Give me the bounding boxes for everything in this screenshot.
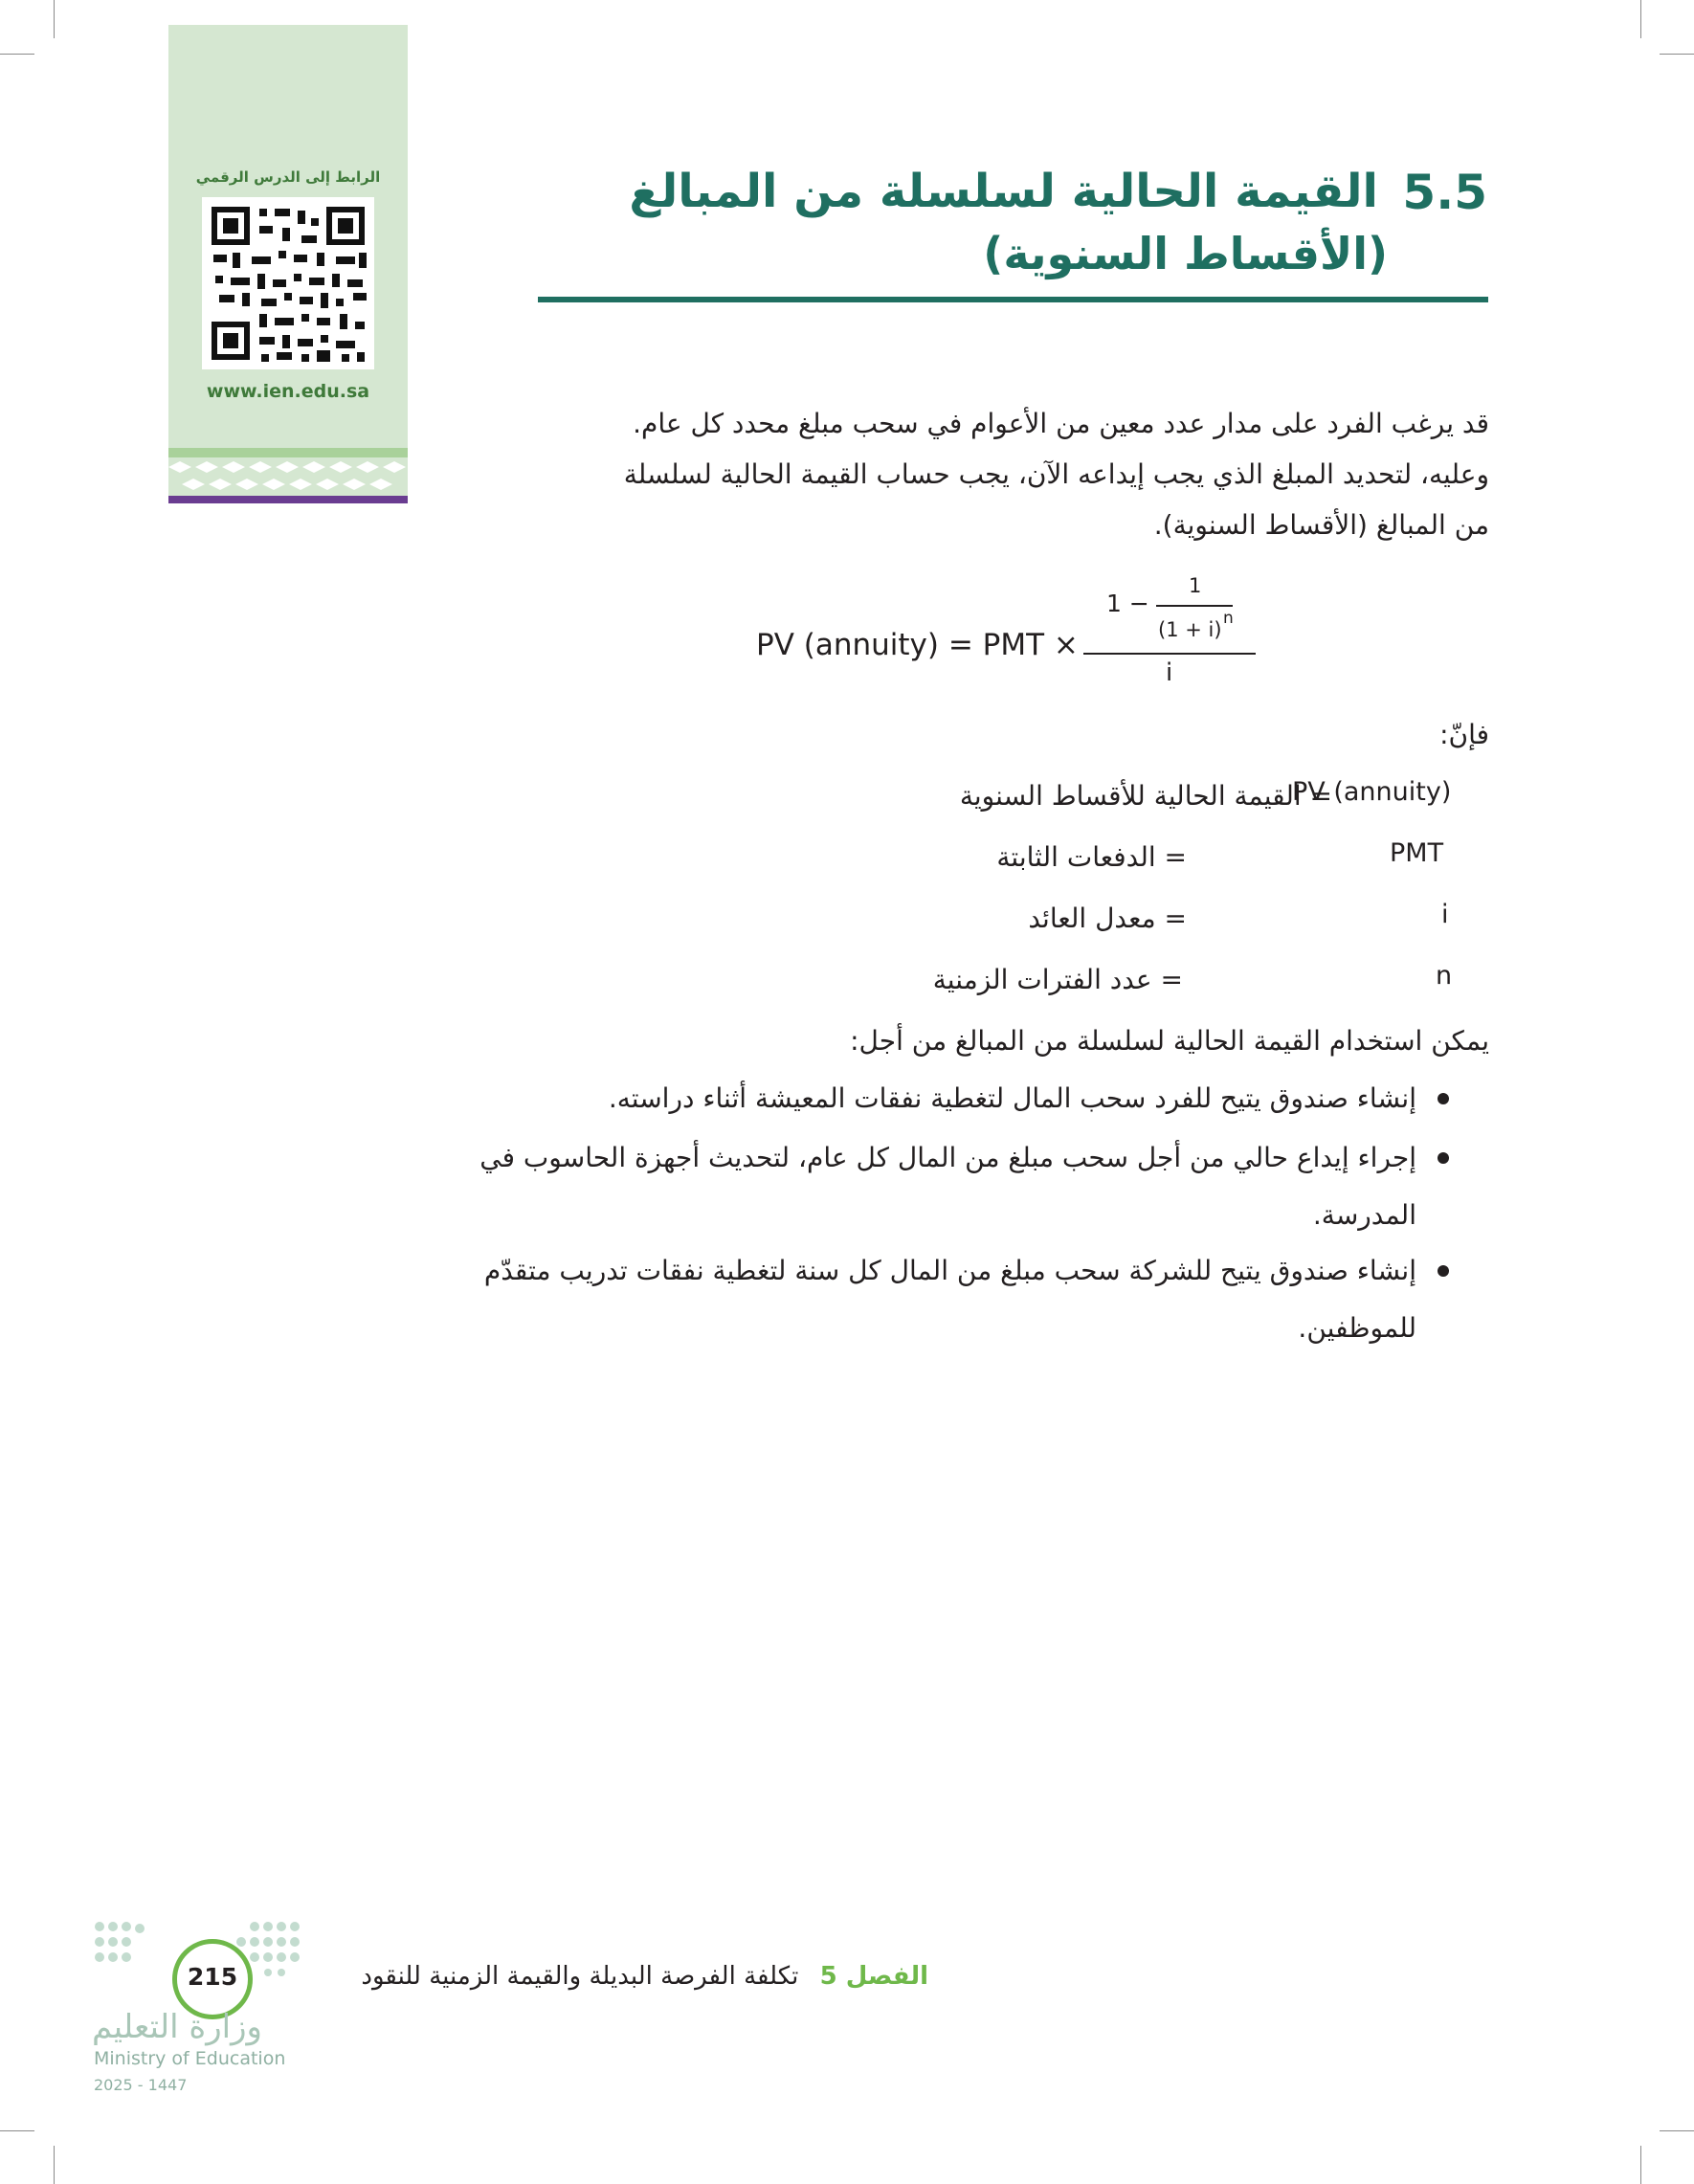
decorative-pattern xyxy=(168,435,408,503)
definition-meaning: = عدد الفترات الزمنية xyxy=(932,964,1183,995)
crop-mark xyxy=(0,54,34,55)
definition-row xyxy=(861,777,1455,815)
digital-lesson-panel xyxy=(168,25,408,503)
crop-mark xyxy=(1660,2130,1694,2131)
definition-row xyxy=(861,838,1455,877)
qr-caption: الرابط إلى الدرس الرقمي xyxy=(195,168,381,186)
list-item: إجراء إيداع حالي من أجل سحب مبلغ من المال كل عام، لتحديث أجهزة الحاسوب في المدرسة. xyxy=(479,1142,1416,1231)
crop-mark xyxy=(1640,2146,1641,2184)
chapter-title: تكلفة الفرصة البديلة والقيمة الزمنية للنقود xyxy=(361,1962,799,1991)
crop-mark xyxy=(54,2146,55,2184)
formula-main-fraction-bar xyxy=(1083,653,1256,655)
formula-inner-numerator: 1 xyxy=(1189,574,1202,597)
section-number: 5.5 xyxy=(1402,165,1487,220)
ministry-name-arabic: وزارة التعليم xyxy=(92,2008,262,2046)
ministry-name-english: Ministry of Education xyxy=(94,2048,286,2069)
formula-inner-denominator: (1 + i) xyxy=(1158,618,1222,641)
definition-meaning: = الدفعات الثابتة xyxy=(996,841,1187,873)
crop-mark xyxy=(1660,54,1694,55)
bullet-icon xyxy=(1438,1265,1449,1277)
crop-mark xyxy=(1640,0,1641,38)
footer-chapter xyxy=(361,1962,928,1991)
crop-mark xyxy=(54,0,55,38)
page-subtitle: (الأقساط السنوية) xyxy=(983,228,1388,279)
definition-symbol: PV (annuity) xyxy=(1292,777,1452,807)
definition-symbol: n xyxy=(1436,961,1453,991)
chapter-label: الفصل 5 xyxy=(819,1962,928,1991)
definition-row xyxy=(861,961,1455,999)
page-number: 215 xyxy=(187,1963,238,1991)
definition-symbol: i xyxy=(1441,900,1449,929)
bullet-icon xyxy=(1438,1093,1449,1104)
definition-meaning: = معدل العائد xyxy=(1028,903,1187,934)
definition-symbol: PMT xyxy=(1390,838,1444,868)
crop-mark xyxy=(0,2130,34,2131)
formula-exponent: n xyxy=(1223,609,1234,628)
intro-line: وعليه، لتحديد المبلغ الذي يجب إيداعه الآن، يجب حساب القيمة الحالية لسلسلة xyxy=(623,458,1489,490)
intro-line: قد يرغب الفرد على مدار عدد معين من الأعوام في سحب مبلغ محدد كل عام. xyxy=(633,408,1489,439)
definition-row xyxy=(861,900,1455,938)
list-item: إنشاء صندوق يتيح للفرد سحب المال لتغطية نفقات المعيشة أثناء دراسته. xyxy=(608,1082,1416,1114)
formula-one-minus: 1 − xyxy=(1106,590,1149,617)
definition-meaning: = القيمة الحالية للأقساط السنوية xyxy=(959,780,1332,812)
formula-lhs: PV (annuity) = PMT × xyxy=(756,628,1079,662)
annuity-formula xyxy=(756,574,1282,699)
qr-code[interactable] xyxy=(202,197,374,369)
formula-outer-denominator: i xyxy=(1166,658,1173,687)
intro-paragraph xyxy=(542,398,1489,550)
website-link[interactable]: www.ien.edu.sa xyxy=(206,381,370,402)
page-title: القيمة الحالية لسلسلة من المبالغ xyxy=(629,165,1378,218)
uses-intro: يمكن استخدام القيمة الحالية لسلسلة من المبالغ من أجل: xyxy=(850,1025,1489,1057)
edition-year: 2025 - 1447 xyxy=(94,2076,188,2094)
list-item: إنشاء صندوق يتيح للشركة سحب مبلغ من المال كل سنة لتغطية نفقات تدريب متقدّم للموظفين. xyxy=(483,1255,1416,1344)
title-divider xyxy=(538,297,1488,302)
formula-inner-fraction-bar xyxy=(1156,605,1233,607)
intro-line: من المبالغ (الأقساط السنوية). xyxy=(1153,509,1489,541)
bullet-icon xyxy=(1438,1152,1449,1164)
where-label: فإنّ: xyxy=(1439,719,1489,750)
